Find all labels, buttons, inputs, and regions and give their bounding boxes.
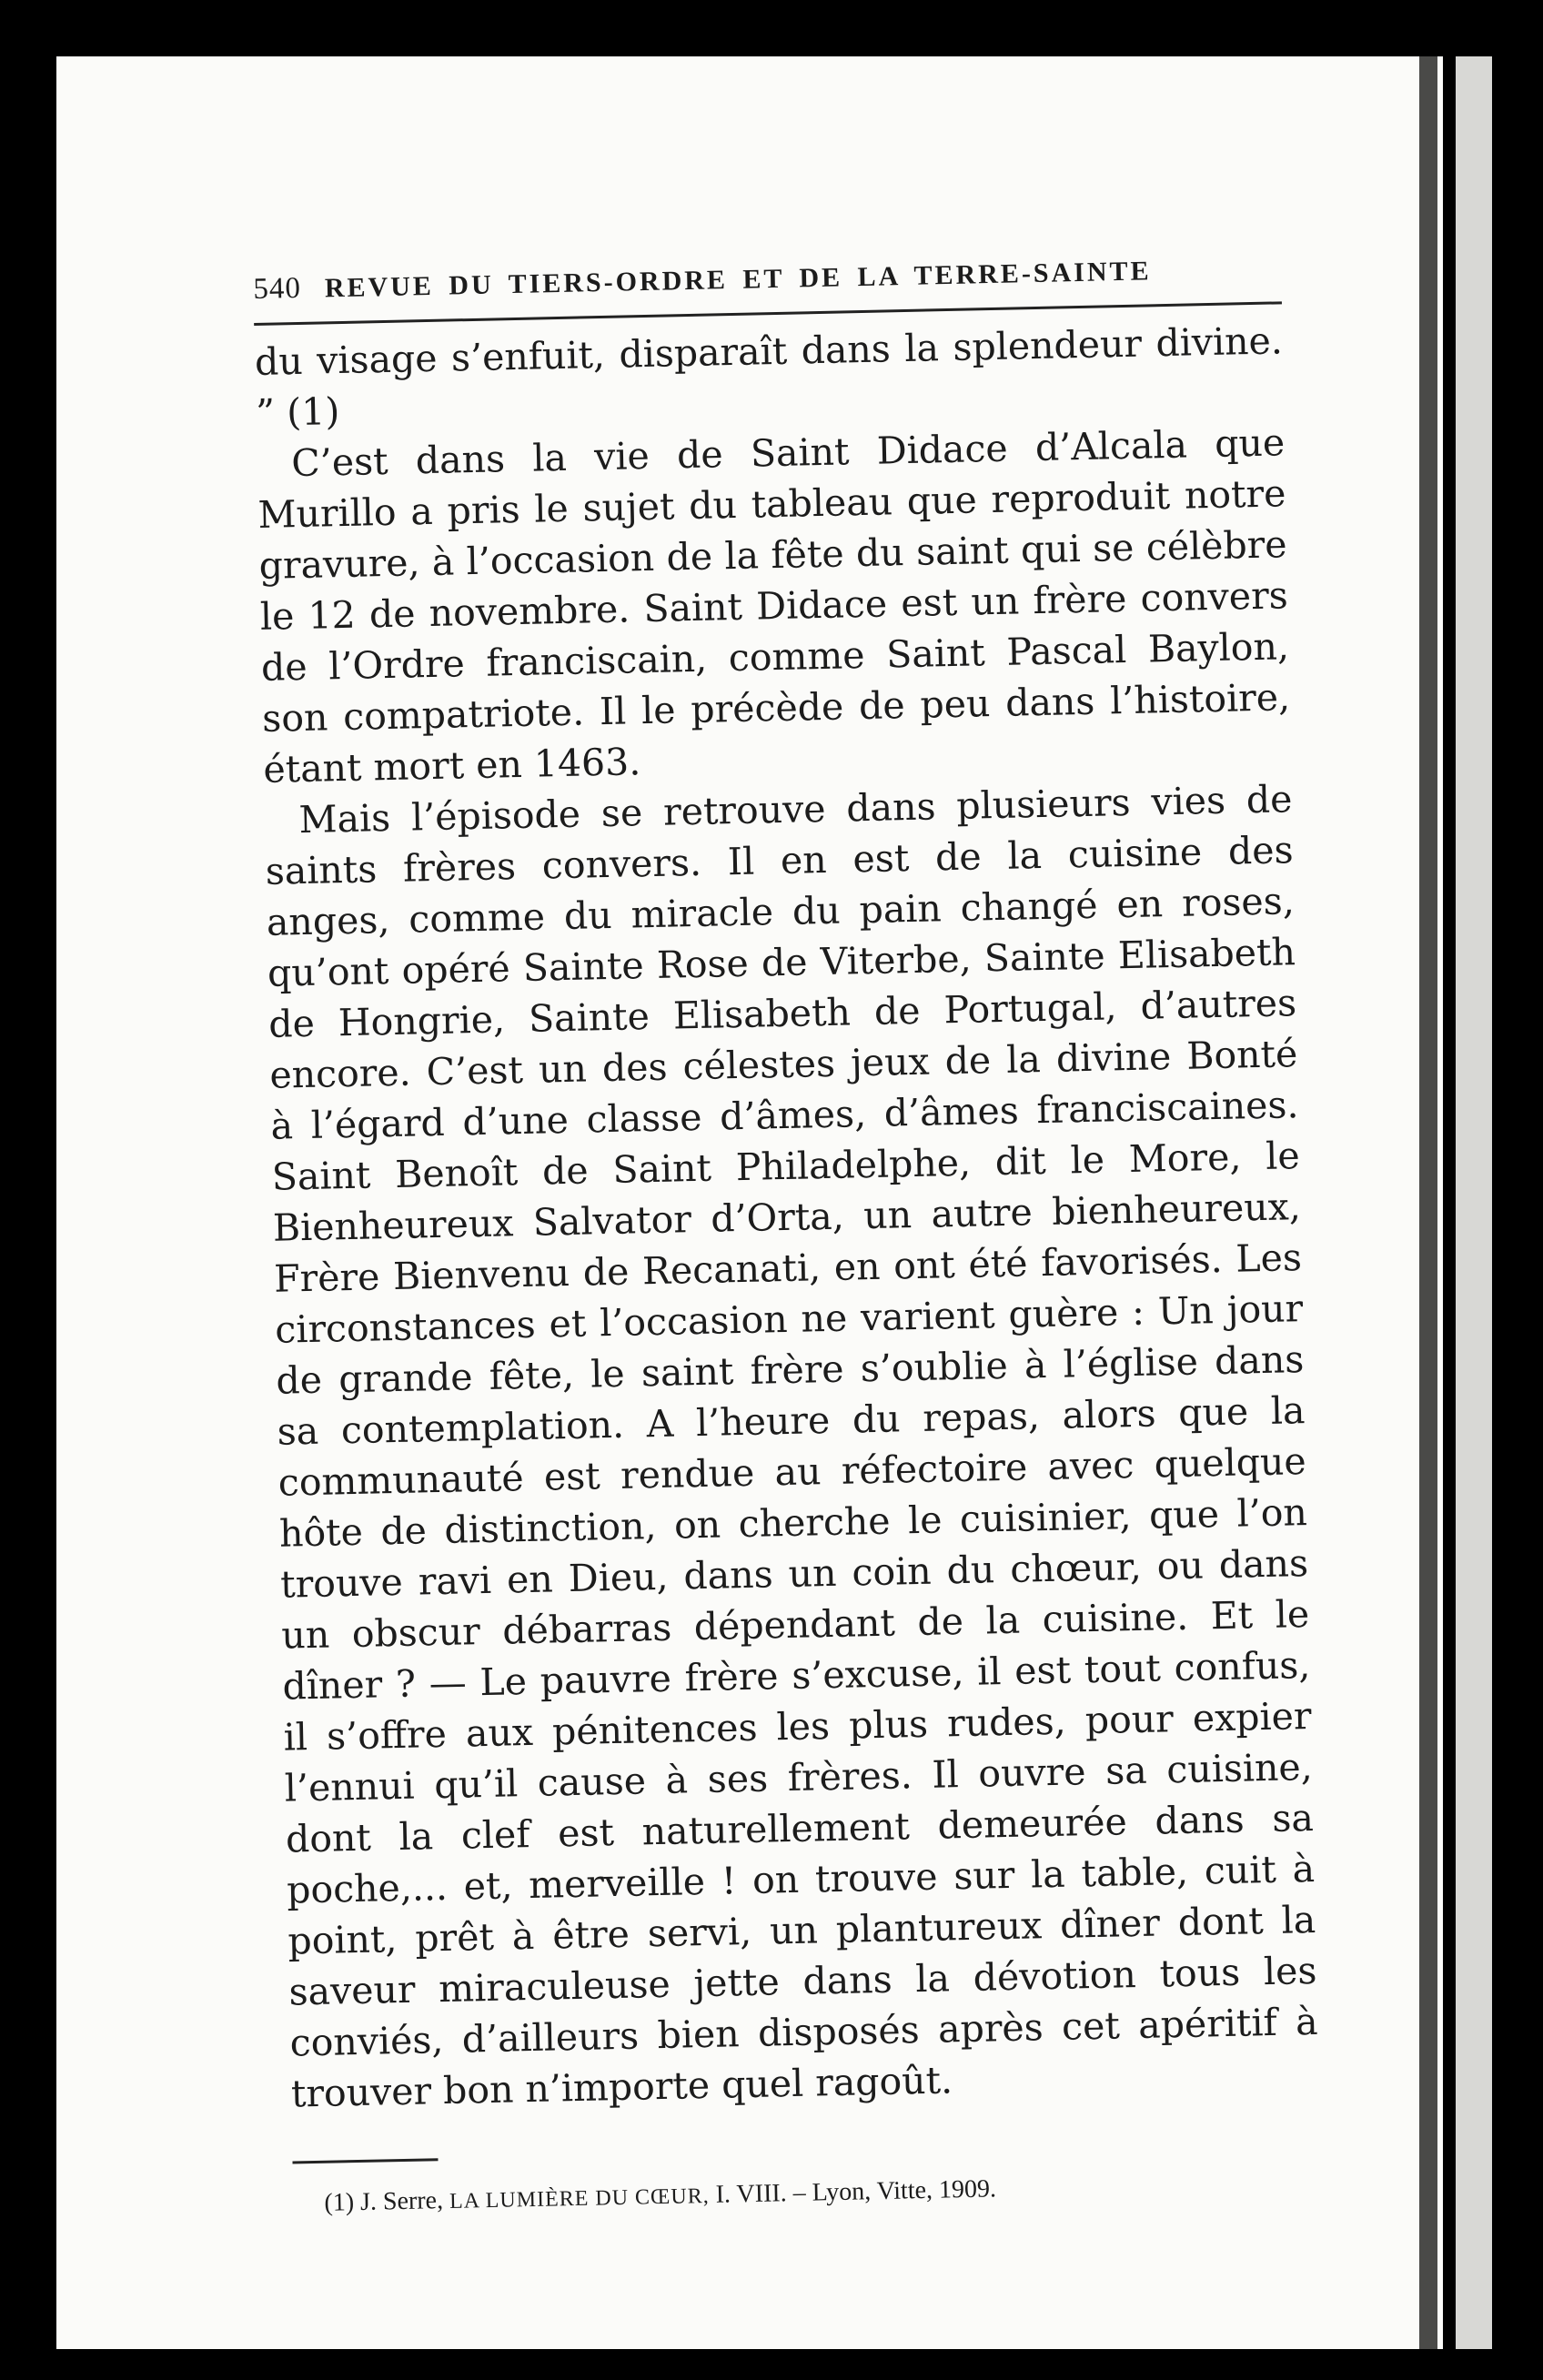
footnote-reference: I. VIII. – Lyon, Vitte, 1909.: [715, 2174, 997, 2209]
page-number: 540: [253, 271, 302, 306]
footnote-author: J. Serre,: [359, 2186, 444, 2216]
paragraph-saint-didace: C’est dans la vie de Saint Didace d’Alcala que Murillo a pris le sujet du tableau que reproduit notre gravure, à l’occasion de la fête du saint qui se célèbre le 12 de novembre. Saint Didace est un frère convers de l’Ordre franciscain, comme Saint Pascal Baylon, son compatriote. Il le précède de peu dans l’histoire, étant mort en 1463.: [257, 420, 1291, 792]
paragraph-continuation: du visage s’enfuit, disparaît dans la splendeur divine. ” (1): [254, 318, 1284, 435]
page-gutter-shadow: [1419, 56, 1437, 2349]
running-head: REVUE DU TIERS-ORDRE ET DE LA TERRE-SAINTE: [324, 256, 1152, 304]
adjacent-page-edge: [1456, 56, 1492, 2349]
footnote-title: LA LUMIÈRE DU CŒUR,: [449, 2183, 710, 2214]
paragraph-episode: Mais l’épisode se retrouve dans plusieurs vies de saints frères convers. Il en est de la cuisine des anges, comme du miracle du pain changé en roses, qu’ont opéré Sainte Rose de Viterbe, Sainte Elisabeth de Hongrie, Sainte Elisabeth de Portugal, d’autres encore. C’est un des célestes jeux de la divine Bonté à l’égard d’une classe d’âmes, d’âmes franciscaines. Saint Benoît de Saint Philadelphe, dit le More, le Bienheureux Salvator d’Orta, un autre bienheureux, Frère Bienvenu de Recanati, en ont été favorisés. Les circonstances et l’occasion ne varient guère : Un jour de grande fête, le saint frère s’oublie à l’église dans sa contemplation. A l’heure du repas, alors que la communauté est rendue au réfectoire avec quelque hôte de distinction, on cherche le cuisinier, que l’on trouve ravi en Dieu, dans un coin du chœur, ou dans un obscur débarras dépendant de la cuisine. Et le dîner ? — Le pauvre frère s’excuse, il est tout confus, il s’offre aux pénitences les plus rudes, pour expier l’ennui qu’il cause à ses frères. Il ouvre sa cuisine, dont la clef est naturellement demeurée dans sa poche,... et, merveille ! on trouve sur la table, cuit à point, prêt à être servi, un plantureux dîner dont la saveur miraculeuse jette dans la dévotion tous les conviés, d’ailleurs bien disposés après cet apéritif à trouver bon n’importe quel ragoût.: [265, 777, 1319, 2116]
footnote-rule: [292, 2158, 438, 2163]
body-text: [254, 315, 1319, 2119]
footnote-marker: (1): [324, 2188, 355, 2217]
page-content: [253, 251, 1322, 2221]
